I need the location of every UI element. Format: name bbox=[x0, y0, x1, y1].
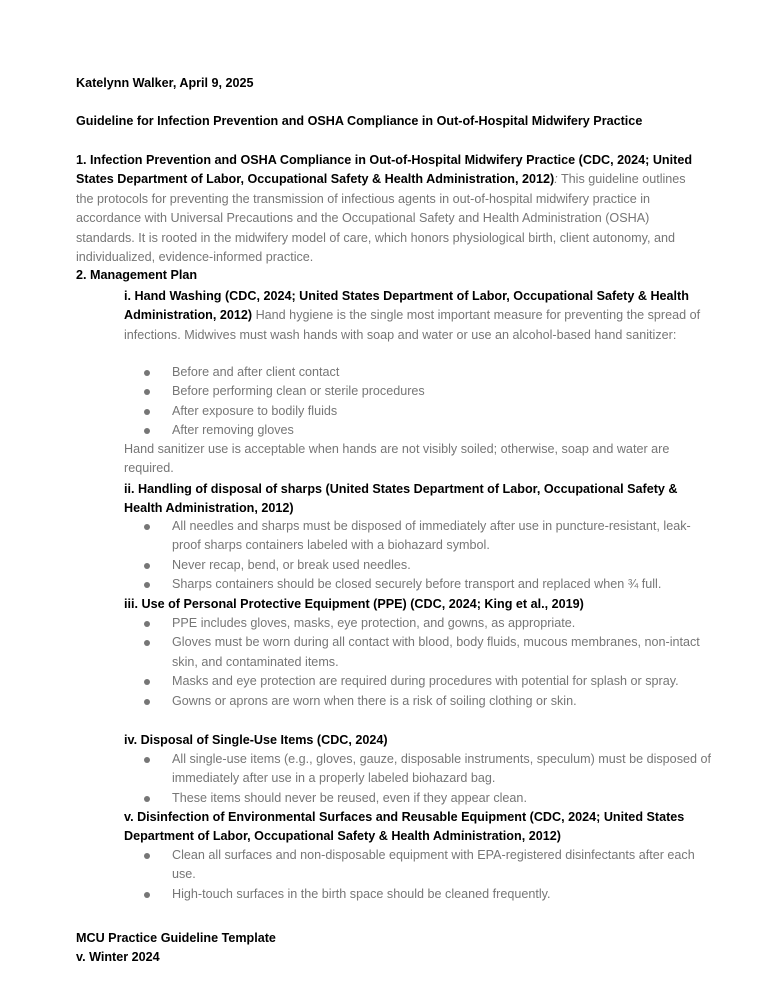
list-item: Clean all surfaces and non-disposable equipment with EPA-registered disinfectants after each use. bbox=[124, 846, 714, 885]
hand-washing-block bbox=[124, 287, 714, 345]
disinfection-heading: v. Disinfection of Environmental Surfaces and Reusable Equipment (CDC, 2024; United States Department of Labor, Occupational Safety & Health Administration, 2012) bbox=[124, 810, 685, 844]
hand-washing-note: Hand sanitizer use is acceptable when hands are not visibly soiled; otherwise, soap and water are required. bbox=[124, 442, 670, 476]
list-item: High-touch surfaces in the birth space should be cleaned frequently. bbox=[124, 885, 714, 904]
section-1-colon: : bbox=[554, 172, 558, 187]
ppe-heading: iii. Use of Personal Protective Equipment (PPE) (CDC, 2024; King et al., 2019) bbox=[124, 597, 584, 611]
list-item: These items should never be reused, even if they appear clean. bbox=[124, 789, 714, 808]
section-1-heading: 1. Infection Prevention and OSHA Compliance in Out-of-Hospital Midwifery Practice (CDC, 2024; United States Department of Labor, Occupational Safety & Health Administration, 2012) bbox=[76, 153, 693, 187]
document-title: Guideline for Infection Prevention and OSHA Compliance in Out-of-Hospital Midwifery Practice bbox=[76, 114, 643, 128]
hand-washing-list bbox=[124, 363, 714, 441]
single-use-list bbox=[124, 750, 714, 808]
list-item: Masks and eye protection are required during procedures with potential for splash or spray. bbox=[124, 672, 714, 691]
list-item: Never recap, bend, or break used needles. bbox=[124, 556, 714, 575]
list-item: All needles and sharps must be disposed of immediately after use in puncture-resistant, leak-proof sharps containers labeled with a biohazard symbol. bbox=[124, 517, 714, 556]
hand-washing-heading: i. Hand Washing (CDC, 2024; United States Department of Labor, Occupational Safety & Health Administration, 2012) bbox=[124, 289, 689, 323]
hand-washing-intro: Hand hygiene is the single most important measure for preventing the spread of infections. Midwives must wash hands with soap and water or use an alcohol-based hand sanitizer: bbox=[124, 308, 701, 342]
list-item: Sharps containers should be closed securely before transport and replaced when ¾ full. bbox=[124, 575, 714, 594]
footer-version: v. Winter 2024 bbox=[76, 950, 160, 964]
list-item: Before performing clean or sterile procedures bbox=[124, 382, 714, 401]
footer-template-name: MCU Practice Guideline Template bbox=[76, 931, 276, 945]
list-item: After exposure to bodily fluids bbox=[124, 402, 714, 421]
list-item: PPE includes gloves, masks, eye protection, and gowns, as appropriate. bbox=[124, 614, 714, 633]
list-item: Gloves must be worn during all contact with blood, body fluids, mucous membranes, non-intact skin, and contaminated items. bbox=[124, 633, 714, 672]
single-use-heading: iv. Disposal of Single-Use Items (CDC, 2024) bbox=[124, 733, 388, 747]
list-item: Before and after client contact bbox=[124, 363, 714, 382]
section-1 bbox=[76, 151, 706, 267]
section-2-heading: 2. Management Plan bbox=[76, 268, 198, 282]
section-1-body: This guideline outlines the protocols for preventing the transmission of infectious agents in out-of-hospital midwifery practice in accordance with Universal Precautions and the Occupational Safety and Health Administration (OSHA) standards. It is rooted in the midwifery model of care, which honors physiological birth, client autonomy, and individualized, evidence-informed practice. bbox=[76, 172, 686, 265]
list-item: After removing gloves bbox=[124, 421, 714, 440]
sharps-heading: ii. Handling of disposal of sharps (United States Department of Labor, Occupational Safety & Health Administration, 2012) bbox=[124, 482, 678, 516]
sharps-list bbox=[124, 517, 714, 595]
author-line: Katelynn Walker, April 9, 2025 bbox=[76, 76, 254, 90]
ppe-list bbox=[124, 614, 714, 711]
list-item: Gowns or aprons are worn when there is a risk of soiling clothing or skin. bbox=[124, 692, 714, 711]
disinfection-list bbox=[124, 846, 714, 904]
list-item: All single-use items (e.g., gloves, gauze, disposable instruments, speculum) must be disposed of immediately after use in a properly labeled biohazard bag. bbox=[124, 750, 714, 789]
